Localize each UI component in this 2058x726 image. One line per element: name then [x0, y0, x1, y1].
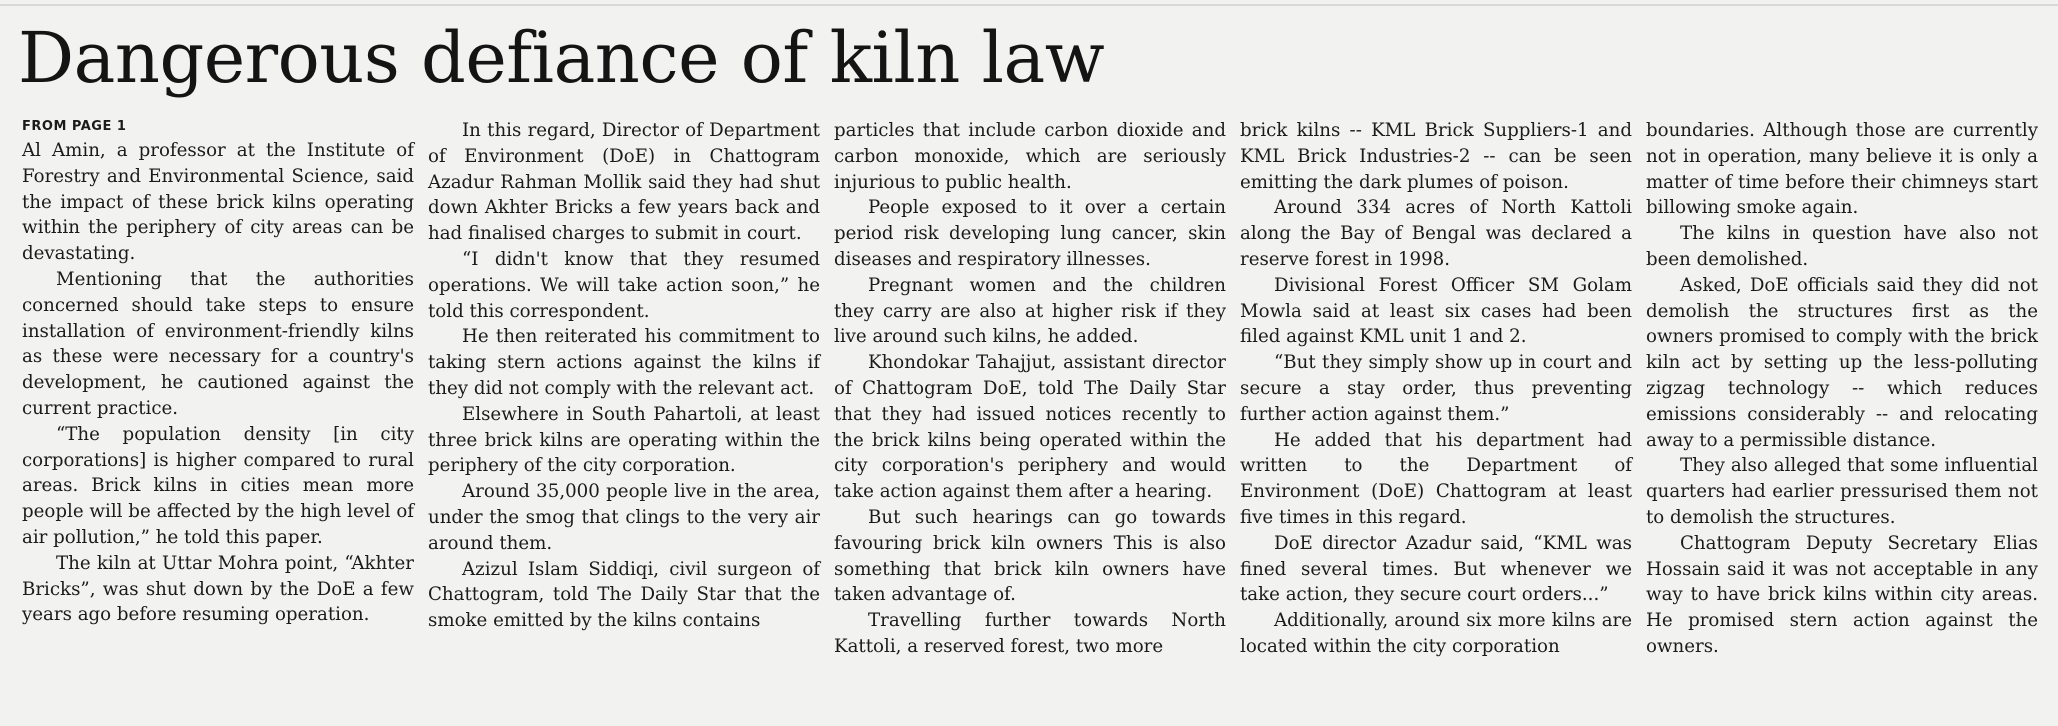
paragraph: DoE director Azadur said, “KML was fined several times. But whenever we take action, they secure court orders...”	[1240, 532, 1632, 606]
article-column-5	[1642, 118, 2048, 718]
article-column-3	[830, 118, 1236, 718]
paragraph: People exposed to it over a certain period risk developing lung cancer, skin diseases and respiratory illnesses.	[834, 197, 1226, 270]
paragraph: In this regard, Director of Department of Environment (DoE) in Chattogram Azadur Rahman Mollik said they had shut down Akhter Bricks a few years back and had finalised charges to submit in court.	[428, 120, 820, 245]
paragraph: Divisional Forest Officer SM Golam Mowla said at least six cases had been filed against KML unit 1 and 2.	[1240, 274, 1632, 348]
paragraph: brick kilns -- KML Brick Suppliers-1 and KML Brick Industries-2 -- can be seen emitting the dark plumes of poison.	[1240, 120, 1632, 193]
paragraph: Mentioning that the authorities concerned should take steps to ensure installation of environment-friendly kilns as these were necessary for a country's development, he cautioned against the current practice.	[22, 268, 414, 419]
article-column-4	[1236, 118, 1642, 718]
paragraph: He added that his department had written to the Department of Environment (DoE) Chattogram at least five times in this regard.	[1240, 429, 1632, 528]
paragraph: Azizul Islam Siddiqi, civil surgeon of Chattogram, told The Daily Star that the smoke emitted by the kilns contains	[428, 558, 820, 632]
paragraph: Travelling further towards North Kattoli, a reserved forest, two more	[834, 610, 1226, 657]
paragraph: “I didn't know that they resumed operations. We will take action soon,” he told this correspondent.	[428, 248, 820, 322]
paragraph: “The population density [in city corporations] is higher compared to rural areas. Brick kilns in cities mean more people will be affected by the high level of air pollution,” he told this paper.	[22, 423, 414, 548]
paragraph: The kilns in question have also not been demolished.	[1646, 223, 2038, 270]
paragraph: Additionally, around six more kilns are located within the city corporation	[1240, 610, 1632, 657]
paragraph: But such hearings can go towards favouring brick kiln owners This is also something that brick kiln owners have taken advantage of.	[834, 506, 1226, 606]
article-column-1	[18, 118, 424, 718]
headline: Dangerous defiance of kiln law	[18, 17, 1105, 99]
kicker: FROM PAGE 1	[22, 119, 127, 134]
paragraph: particles that include carbon dioxide and carbon monoxide, which are seriously injurious to public health.	[834, 120, 1226, 193]
paragraph: He then reiterated his commitment to taking stern actions against the kilns if they did not comply with the relevant act.	[428, 326, 820, 399]
paragraph: “But they simply show up in court and secure a stay order, thus preventing further action against them.”	[1240, 352, 1632, 425]
paragraph: Elsewhere in South Pahartoli, at least three brick kilns are operating within the periphery of the city corporation.	[428, 403, 820, 477]
paragraph: Chattogram Deputy Secretary Elias Hossain said it was not acceptable in any way to have brick kilns within city areas. He promised stern action against the owners.	[1646, 532, 2038, 657]
top-rule	[0, 4, 2058, 6]
article-body	[18, 118, 2048, 718]
paragraph: Around 35,000 people live in the area, under the smog that clings to the very air around them.	[428, 481, 820, 554]
paragraph: boundaries. Although those are currently not in operation, many believe it is only a matter of time before their chimneys start billowing smoke again.	[1646, 120, 2038, 219]
paragraph: Around 334 acres of North Kattoli along the Bay of Bengal was declared a reserve forest in 1998.	[1240, 197, 1632, 270]
paragraph: The kiln at Uttar Mohra point, “Akhter Bricks”, was shut down by the DoE a few years ago before resuming operation.	[22, 552, 414, 626]
paragraph: Asked, DoE officials said they did not demolish the structures first as the owners promised to comply with the brick kiln act by setting up the less-polluting zigzag technology -- which reduces emissions considerably -- and relocating away to a permissible distance.	[1646, 274, 2038, 451]
paragraph: They also alleged that some influential quarters had earlier pressurised them not to demolish the structures.	[1646, 455, 2038, 528]
article-column-2	[424, 118, 830, 718]
paragraph: Khondokar Tahajjut, assistant director of Chattogram DoE, told The Daily Star that they had issued notices recently to the brick kilns being operated within the city corporation's periphery and would take action against them after a hearing.	[834, 352, 1226, 503]
paragraph: Pregnant women and the children they carry are also at higher risk if they live around such kilns, he added.	[834, 274, 1226, 348]
paragraph: Al Amin, a professor at the Institute of Forestry and Environmental Science, said the impact of these brick kilns operating within the periphery of city areas can be devastating.	[22, 140, 414, 265]
